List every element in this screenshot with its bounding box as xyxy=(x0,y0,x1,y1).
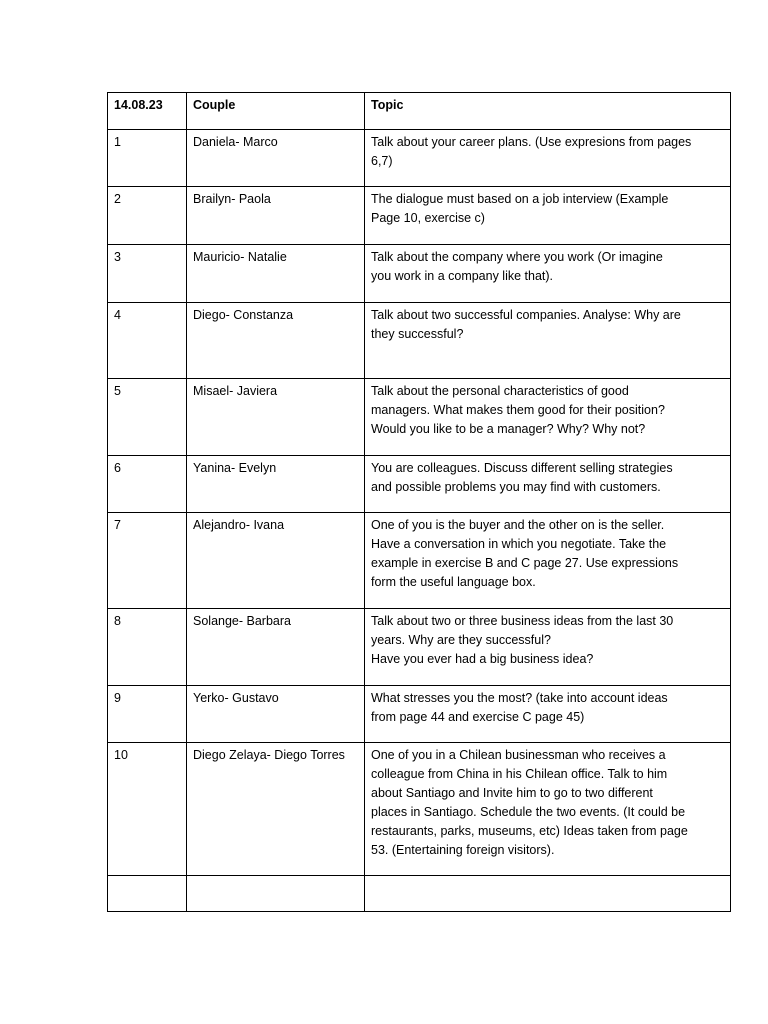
couple-cell: Brailyn- Paola xyxy=(187,187,365,245)
topic-line: Would you like to be a manager? Why? Why not? xyxy=(371,422,646,436)
table-row xyxy=(108,609,731,686)
topic-line: they successful? xyxy=(371,327,464,341)
table-row xyxy=(108,379,731,456)
topic-line: and possible problems you may find with customers. xyxy=(371,480,661,494)
topic-cell xyxy=(365,187,731,245)
row-number-cell: 3 xyxy=(108,245,187,303)
topic-cell xyxy=(365,743,731,876)
topic-line: you work in a company like that). xyxy=(371,269,554,283)
topic-line: You are colleagues. Discuss different selling strategies xyxy=(371,461,673,475)
row-number-cell: 7 xyxy=(108,513,187,609)
table-row xyxy=(108,876,731,912)
topic-line: 6,7) xyxy=(371,154,393,168)
couple-header: Couple xyxy=(187,93,365,130)
assignments-table xyxy=(107,92,731,912)
row-number-cell: 2 xyxy=(108,187,187,245)
couple-cell: Diego- Constanza xyxy=(187,303,365,379)
row-number-cell: 6 xyxy=(108,456,187,513)
table-row xyxy=(108,187,731,245)
topic-line: managers. What makes them good for their position? xyxy=(371,403,665,417)
table-row xyxy=(108,456,731,513)
table-row xyxy=(108,130,731,187)
topic-line: form the useful language box. xyxy=(371,575,536,589)
topic-line: years. Why are they successful? xyxy=(371,633,551,647)
topic-line: example in exercise B and C page 27. Use expressions xyxy=(371,556,679,570)
topic-line: Have a conversation in which you negotiate. Take the xyxy=(371,537,667,551)
topic-line: The dialogue must based on a job interview (Example xyxy=(371,192,669,206)
topic-header: Topic xyxy=(365,93,731,130)
topic-cell xyxy=(365,609,731,686)
topic-line: Talk about two or three business ideas from the last 30 xyxy=(371,614,674,628)
topic-line: from page 44 and exercise C page 45) xyxy=(371,710,585,724)
topic-line: Have you ever had a big business idea? xyxy=(371,652,594,666)
couple-cell: Misael- Javiera xyxy=(187,379,365,456)
date-header: 14.08.23 xyxy=(108,93,187,130)
couple-cell: Solange- Barbara xyxy=(187,609,365,686)
topic-cell xyxy=(365,686,731,743)
couple-cell xyxy=(187,876,365,912)
couple-cell: Daniela- Marco xyxy=(187,130,365,187)
couple-cell: Mauricio- Natalie xyxy=(187,245,365,303)
topic-cell xyxy=(365,513,731,609)
topic-cell xyxy=(365,379,731,456)
topic-line: Page 10, exercise c) xyxy=(371,211,485,225)
table-row xyxy=(108,743,731,876)
table-header-row xyxy=(108,93,731,130)
row-number-cell: 5 xyxy=(108,379,187,456)
table-row xyxy=(108,245,731,303)
topic-line: What stresses you the most? (take into account ideas xyxy=(371,691,668,705)
table-row xyxy=(108,686,731,743)
topic-line: One of you is the buyer and the other on is the seller. xyxy=(371,518,665,532)
row-number-cell: 9 xyxy=(108,686,187,743)
couple-cell: Diego Zelaya- Diego Torres xyxy=(187,743,365,876)
topic-line: Talk about the personal characteristics of good xyxy=(371,384,629,398)
row-number-cell xyxy=(108,876,187,912)
topic-cell xyxy=(365,245,731,303)
topic-line: Talk about the company where you work (Or imagine xyxy=(371,250,663,264)
couple-cell: Alejandro- Ivana xyxy=(187,513,365,609)
row-number-cell: 10 xyxy=(108,743,187,876)
row-number-cell: 1 xyxy=(108,130,187,187)
table-row xyxy=(108,303,731,379)
topic-line: restaurants, parks, museums, etc) Ideas taken from page xyxy=(371,824,688,838)
topic-cell xyxy=(365,303,731,379)
row-number-cell: 4 xyxy=(108,303,187,379)
topic-line: 53. (Entertaining foreign visitors). xyxy=(371,843,555,857)
topic-line: Talk about two successful companies. Analyse: Why are xyxy=(371,308,681,322)
topic-cell xyxy=(365,876,731,912)
topic-line: Talk about your career plans. (Use expresions from pages xyxy=(371,135,692,149)
couple-cell: Yanina- Evelyn xyxy=(187,456,365,513)
topic-cell xyxy=(365,130,731,187)
topic-line: about Santiago and Invite him to go to two different xyxy=(371,786,653,800)
couple-cell: Yerko- Gustavo xyxy=(187,686,365,743)
topic-line: One of you in a Chilean businessman who receives a xyxy=(371,748,666,762)
topic-cell xyxy=(365,456,731,513)
topic-line: places in Santiago. Schedule the two events. (It could be xyxy=(371,805,686,819)
row-number-cell: 8 xyxy=(108,609,187,686)
table-row xyxy=(108,513,731,609)
topic-line: colleague from China in his Chilean office. Talk to him xyxy=(371,767,668,781)
